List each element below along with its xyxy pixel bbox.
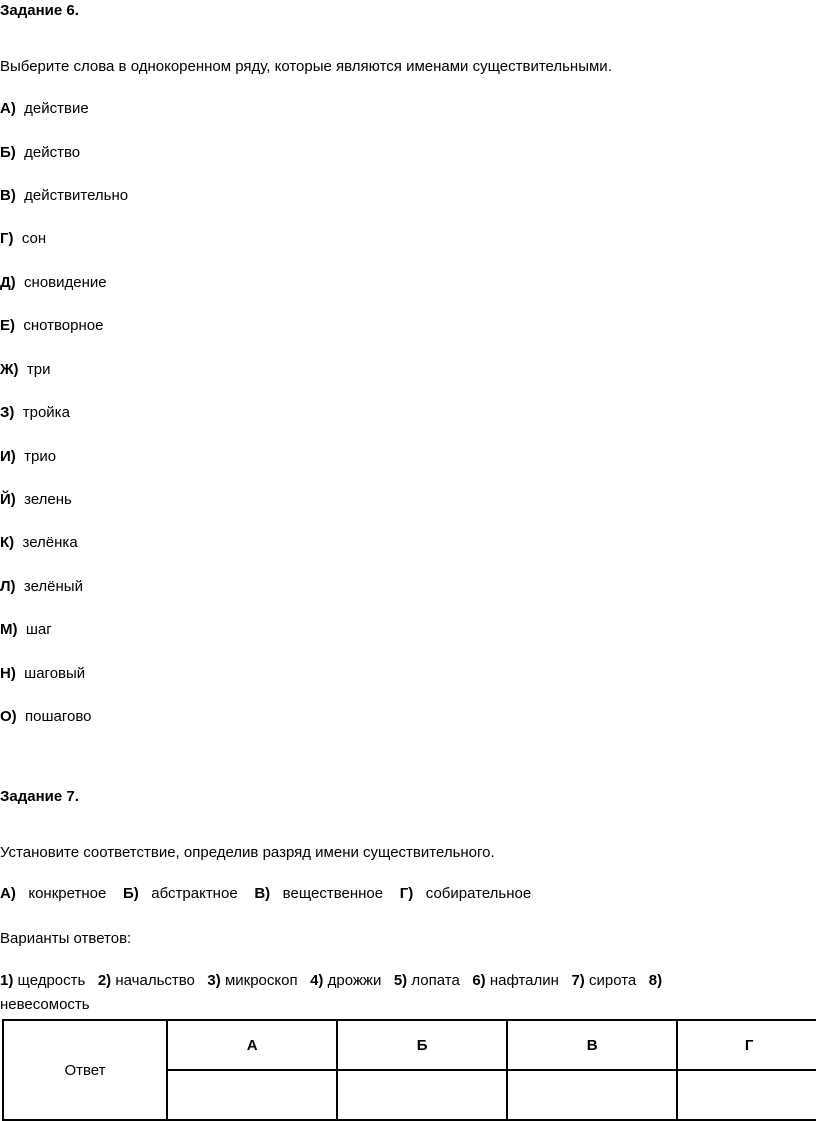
answer-col-g: Г <box>677 1020 816 1070</box>
variants-line-2: невесомость <box>0 996 90 1013</box>
task6-title: Задание 6. <box>0 2 79 19</box>
task7-question: Установите соответствие, определив разряд имени существительного. <box>0 844 495 861</box>
task7-title: Задание 7. <box>0 788 79 805</box>
option-l: Л) зелёный <box>0 578 83 595</box>
variants-line-1: 1) щедрость 2) начальство 3) микроскоп 4) дрожжи 5) лопата 6) нафталин 7) сирота 8) <box>0 972 663 989</box>
answer-col-v: В <box>507 1020 677 1070</box>
option-b: Б) действо <box>0 144 81 161</box>
option-k: К) зелёнка <box>0 534 78 551</box>
task6-question: Выберите слова в однокоренном ряду, которые являются именами существительными. <box>0 58 612 75</box>
option-j: Й) зелень <box>0 491 72 508</box>
answer-row-label: Ответ <box>3 1020 167 1120</box>
variants-label: Варианты ответов: <box>0 930 132 947</box>
answer-table <box>2 1019 816 1121</box>
option-v: В) действительно <box>0 187 129 204</box>
option-m: М) шаг <box>0 621 52 638</box>
option-i: И) трио <box>0 448 57 465</box>
option-a: А) действие <box>0 100 89 117</box>
option-g: Г) сон <box>0 230 47 247</box>
option-z: З) тройка <box>0 404 70 421</box>
option-o: О) пошагово <box>0 708 92 725</box>
option-d: Д) сновидение <box>0 274 107 291</box>
option-zh: Ж) три <box>0 361 51 378</box>
answer-cell-b[interactable] <box>337 1070 507 1120</box>
answer-col-b: Б <box>337 1020 507 1070</box>
task7-categories: А) конкретное Б) абстрактное В) вещественное Г) собирательное <box>0 885 532 902</box>
answer-cell-g[interactable] <box>677 1070 816 1120</box>
answer-cell-v[interactable] <box>507 1070 677 1120</box>
option-n: Н) шаговый <box>0 665 86 682</box>
answer-cell-a[interactable] <box>167 1070 337 1120</box>
answer-col-a: А <box>167 1020 337 1070</box>
option-e: Е) снотворное <box>0 317 104 334</box>
